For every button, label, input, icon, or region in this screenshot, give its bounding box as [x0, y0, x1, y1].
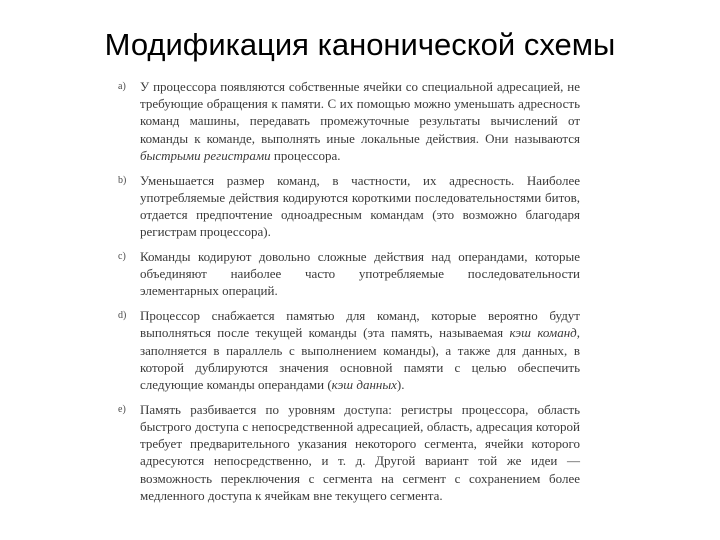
item-d-term-data-cache: кэш данных — [331, 377, 397, 393]
item-a-text: У процессора появляются собственные ячейки со специальной адресацией, не требующие обращения к памяти. С их помощью можно уменьшать адресность команд машины, передавать промежуточные результаты вычислений от команды к команде, выполнять иные локальные действия. Они называются — [140, 79, 580, 146]
list-marker-c: с) — [118, 251, 126, 263]
list-marker-e: е) — [118, 403, 126, 415]
slide-title: Модификация канонической схемы — [104, 27, 616, 62]
item-c-text: Команды кодируют довольно сложные действия над операндами, которые объединяют наиболее часто употребляемые последовательности элементарных операций. — [140, 249, 580, 299]
list-marker-d: d) — [118, 310, 127, 322]
list-item-b — [118, 172, 580, 241]
item-d-text-end: ). — [396, 377, 405, 393]
item-d-text-middle: , заполняется в параллель с выполнением команды), а также для данных, в которой дублируются значения основной памяти с целью обеспечить следующие команды операндами ( — [140, 325, 580, 393]
item-a-term: быстрыми регистрами — [140, 147, 271, 163]
item-b-text: Уменьшается размер команд, в частности, их адресность. Наиболее употребляемые действия кодируются короткими последовательностями битов, отдается предпочтение одноадресным командам (это возможно благодаря регистрам процессора). — [140, 172, 580, 240]
scanned-text-block — [118, 78, 580, 504]
list-item-d — [118, 307, 580, 393]
item-a-text-end: процессора. — [270, 147, 341, 163]
list-marker-a: а) — [118, 81, 126, 92]
list-item-e — [118, 401, 580, 504]
item-e-text: Память разбивается по уровням доступа: регистры процессора, область быстрого доступа с непосредственной адресацией, область, адресация которой требует предварительного указания некоторого сегмента, ячейки которого адресуются непосредственно, и т. д. Другой вариант той же идеи — возможность переключения с сегмента на сегмент с сохранением более медленного доступа к ячейкам вне текущего сегмента. — [140, 401, 580, 503]
list-marker-b: b) — [118, 174, 127, 186]
list-item-a — [118, 78, 580, 164]
item-d-term-instruction-cache: кэш команд — [509, 325, 577, 341]
item-d-text: Процессор снабжается памятью для команд, которые вероятно будут выполняться после текущей команды (эта память, называемая — [140, 308, 580, 341]
list-item-c — [118, 248, 580, 300]
